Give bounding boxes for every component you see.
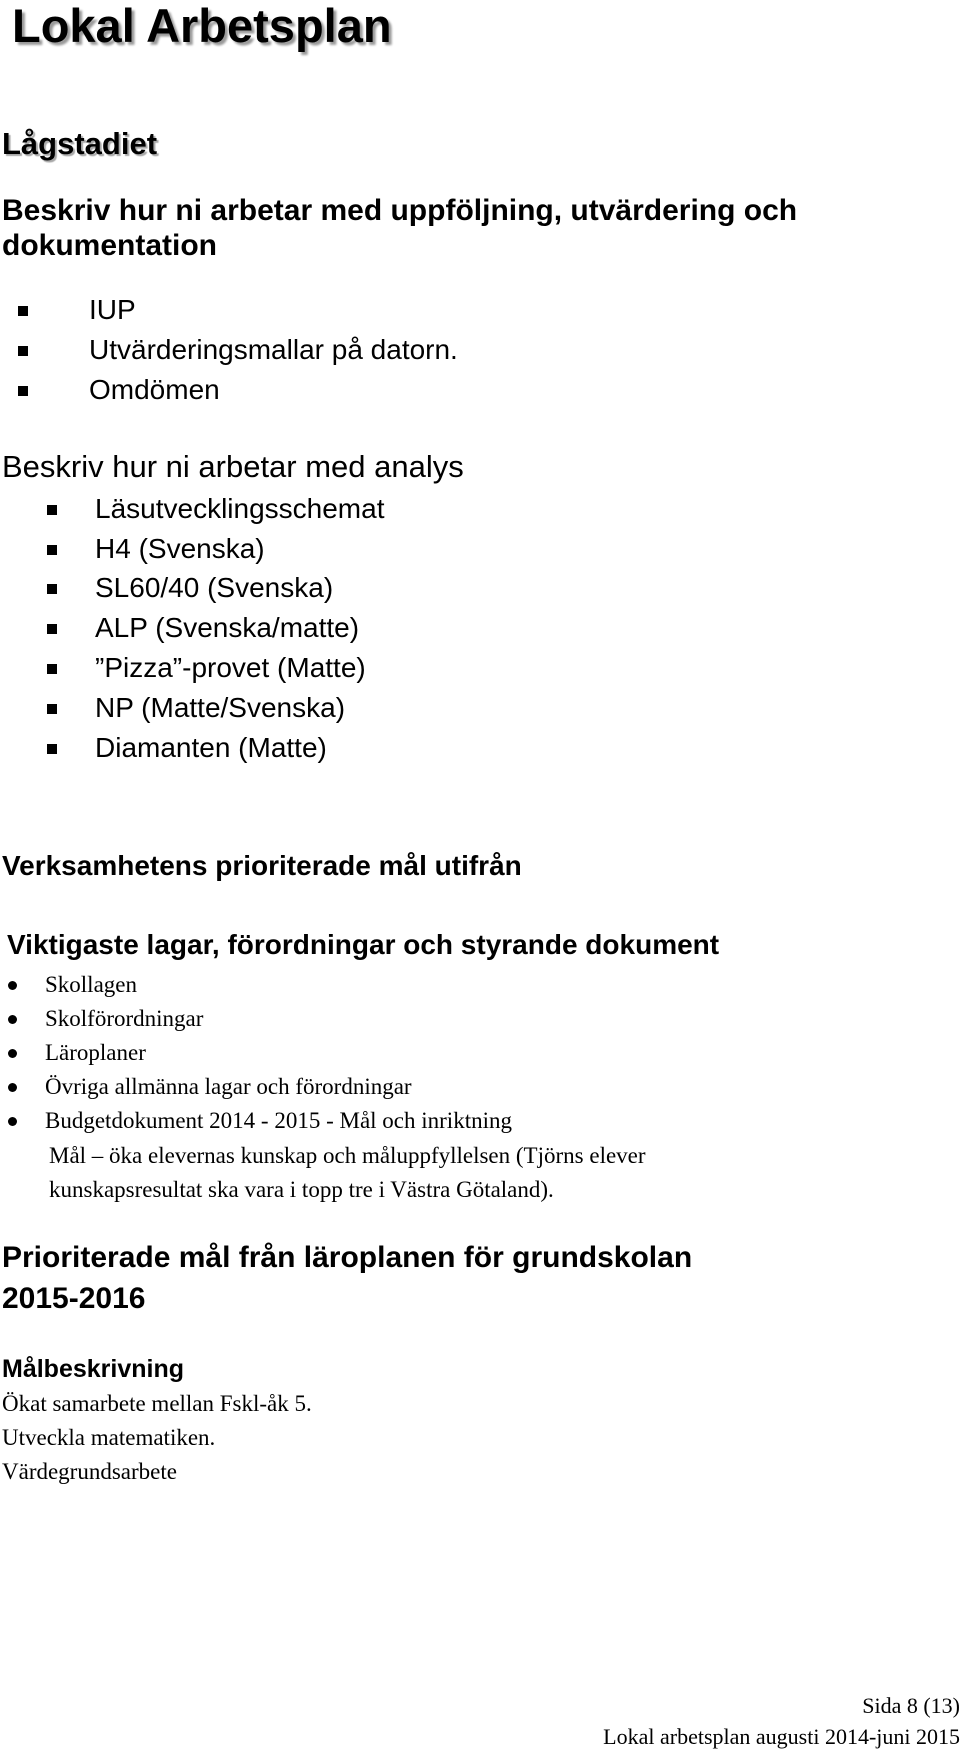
bullet-dot-icon	[8, 981, 17, 990]
list-item: Skolförordningar	[45, 1005, 203, 1033]
list-item: Budgetdokument 2014 - 2015 - Mål och inriktning	[45, 1107, 512, 1135]
priorities-note-line2: kunskapsresultat ska vara i topp tre i Västra Götaland).	[49, 1177, 554, 1202]
square-bullet-icon	[18, 346, 28, 356]
followup-heading-line2: dokumentation	[2, 229, 217, 262]
square-bullet-icon	[47, 704, 57, 714]
list-item: Diamanten (Matte)	[95, 731, 327, 765]
list-item: Utvärderingsmallar på datorn.	[89, 333, 458, 367]
followup-heading-line1: Beskriv hur ni arbetar med uppföljning, utvärdering och	[2, 194, 798, 227]
square-bullet-icon	[47, 664, 57, 674]
curriculum-heading-line1: Prioriterade mål från läroplanen för grundskolan	[2, 1241, 693, 1274]
square-bullet-icon	[47, 505, 57, 515]
list-item: Läroplaner	[45, 1039, 146, 1067]
list-item: Omdömen	[89, 373, 220, 407]
curriculum-heading-line2: 2015-2016	[2, 1282, 146, 1315]
square-bullet-icon	[47, 744, 57, 754]
page-title: Lokal Arbetsplan	[12, 0, 392, 52]
curriculum-subheading: Målbeskrivning	[2, 1355, 184, 1383]
list-item: IUP	[89, 293, 136, 327]
square-bullet-icon	[47, 584, 57, 594]
curriculum-line: Utveckla matematiken.	[2, 1425, 216, 1450]
bullet-dot-icon	[8, 1117, 17, 1126]
section-title: Lågstadiet	[2, 126, 158, 161]
list-item: Läsutvecklingsschemat	[95, 492, 384, 526]
bullet-dot-icon	[8, 1015, 17, 1024]
footer-document-title: Lokal arbetsplan augusti 2014-juni 2015	[603, 1724, 960, 1749]
analysis-heading: Beskriv hur ni arbetar med analys	[2, 449, 464, 484]
square-bullet-icon	[47, 545, 57, 555]
curriculum-line: Ökat samarbete mellan Fskl-åk 5.	[2, 1391, 312, 1416]
bullet-dot-icon	[8, 1049, 17, 1058]
priorities-heading: Verksamhetens prioriterade mål utifrån	[2, 850, 522, 881]
list-item: H4 (Svenska)	[95, 532, 265, 566]
list-item: SL60/40 (Svenska)	[95, 571, 333, 605]
list-item: NP (Matte/Svenska)	[95, 691, 345, 725]
curriculum-line: Värdegrundsarbete	[2, 1459, 177, 1484]
priorities-subheading: Viktigaste lagar, förordningar och styrande dokument	[7, 929, 720, 960]
list-item: Skollagen	[45, 971, 137, 999]
square-bullet-icon	[18, 306, 28, 316]
page-number: Sida 8 (13)	[862, 1693, 960, 1718]
square-bullet-icon	[18, 386, 28, 396]
list-item: ”Pizza”-provet (Matte)	[95, 651, 366, 685]
list-item: Övriga allmänna lagar och förordningar	[45, 1073, 412, 1101]
square-bullet-icon	[47, 624, 57, 634]
list-item: ALP (Svenska/matte)	[95, 611, 359, 645]
priorities-note-line1: Mål – öka elevernas kunskap och måluppfyllelsen (Tjörns elever	[49, 1143, 646, 1168]
bullet-dot-icon	[8, 1083, 17, 1092]
